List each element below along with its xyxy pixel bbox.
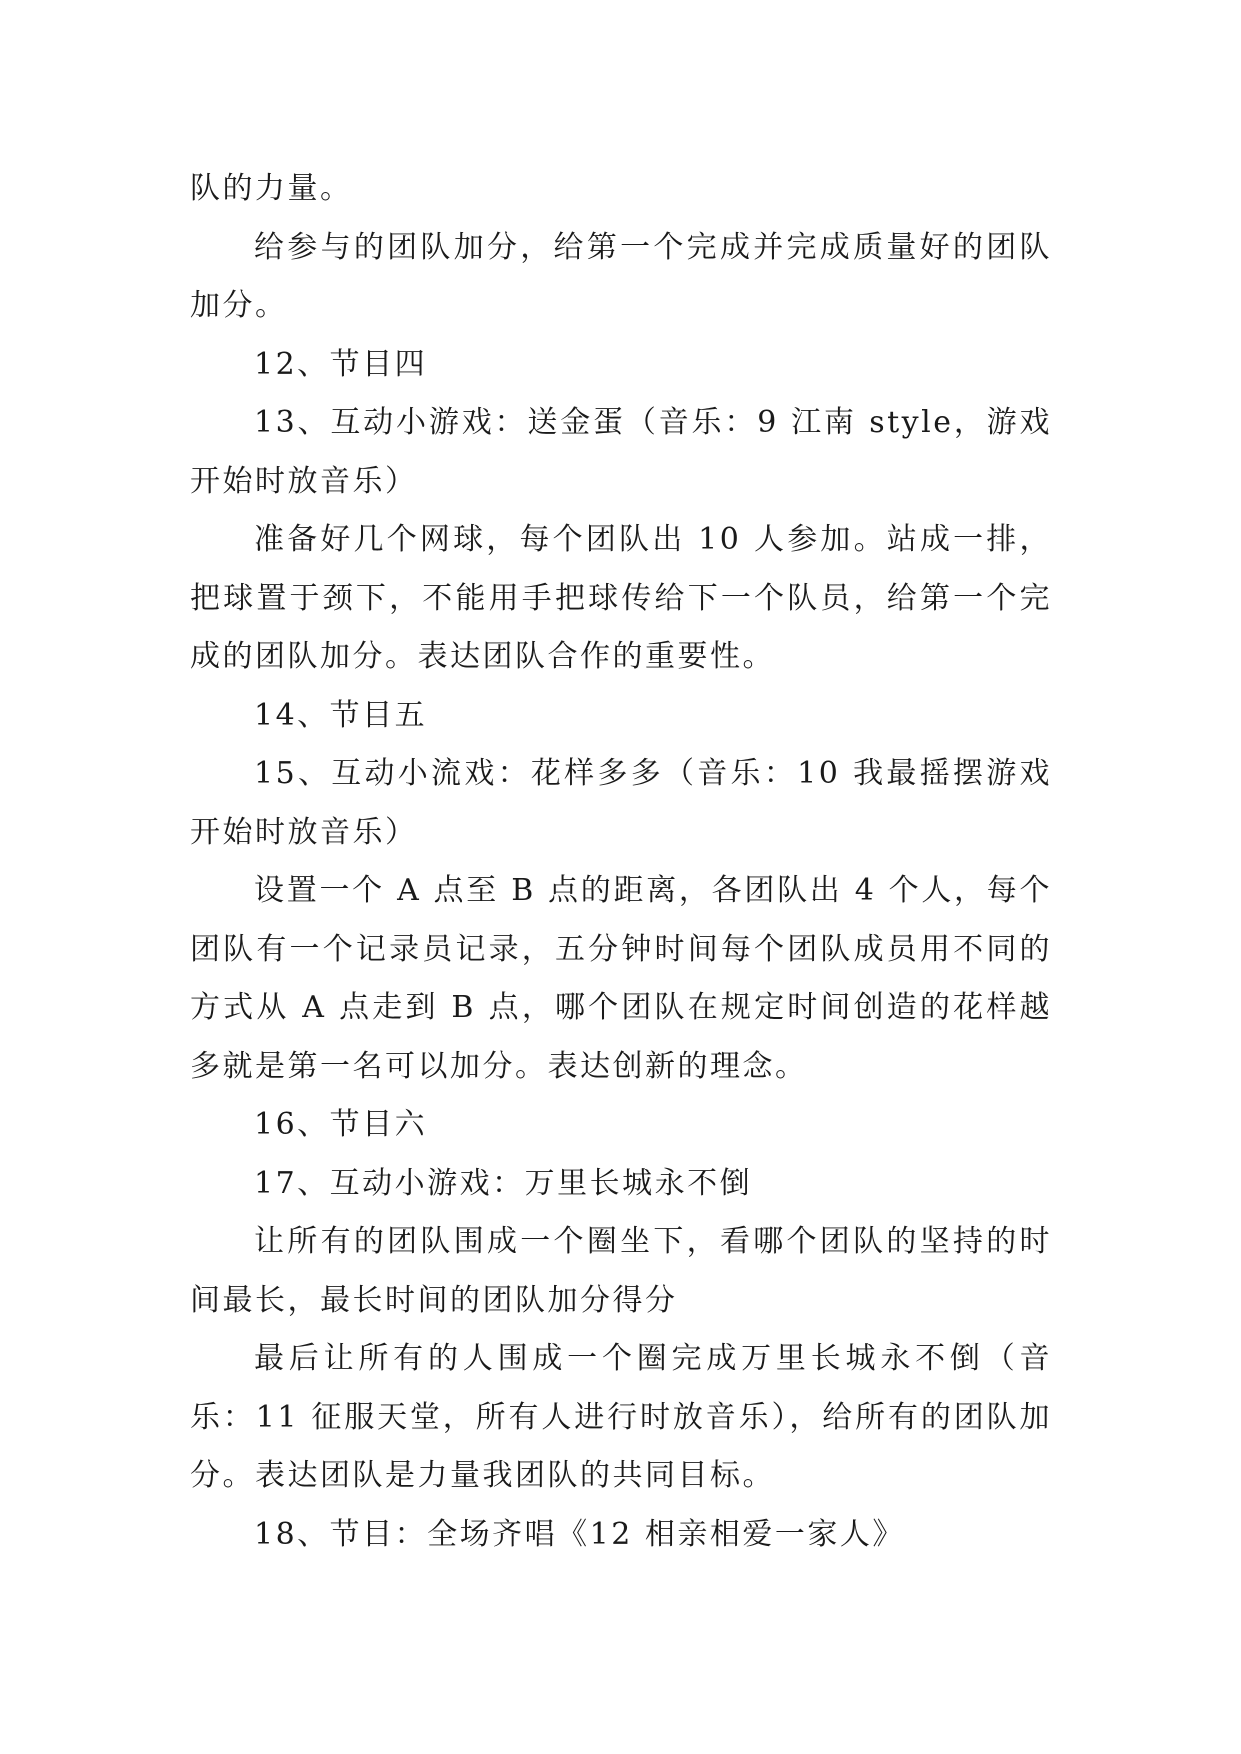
paragraph: 队的力量。 bbox=[190, 171, 353, 206]
section-heading: 13、互动小游戏：送金蛋（音乐：9 江南 style，游戏开始时放音乐） bbox=[190, 405, 1052, 499]
document-body bbox=[190, 160, 1052, 1564]
section-heading: 18、节目：全场齐唱《12 相亲相爱一家人》 bbox=[254, 1516, 905, 1552]
section-heading: 12、节目四 bbox=[254, 346, 428, 382]
paragraph: 让所有的团队围成一个圈坐下，看哪个团队的坚持的时间最长，最长时间的团队加分得分 bbox=[190, 1224, 1052, 1318]
paragraph: 最后让所有的人围成一个圈完成万里长城永不倒（音乐：11 征服天堂，所有人进行时放音乐），给所有的团队加分。表达团队是力量我团队的共同目标。 bbox=[190, 1341, 1052, 1493]
section-heading: 17、互动小游戏：万里长城永不倒 bbox=[254, 1165, 753, 1201]
section-heading: 16、节目六 bbox=[254, 1107, 428, 1142]
paragraph: 给参与的团队加分，给第一个完成并完成质量好的团队加分。 bbox=[190, 229, 1052, 323]
paragraph: 准备好几个网球，每个团队出 10 人参加。站成一排，把球置于颈下，不能用手把球传给下一个队员，给第一个完成的团队加分。表达团队合作的重要性。 bbox=[190, 522, 1052, 674]
paragraph: 设置一个 A 点至 B 点的距离，各团队出 4 个人，每个团队有一个记录员记录，五分钟时间每个团队成员用不同的方式从 A 点走到 B 点，哪个团队在规定时间创造的花样越多就是第一名可以加分。表达创新的理念。 bbox=[190, 873, 1052, 1084]
section-heading: 14、节目五 bbox=[254, 697, 428, 733]
section-heading: 15、互动小流戏：花样多多（音乐：10 我最摇摆游戏开始时放音乐） bbox=[190, 756, 1052, 850]
